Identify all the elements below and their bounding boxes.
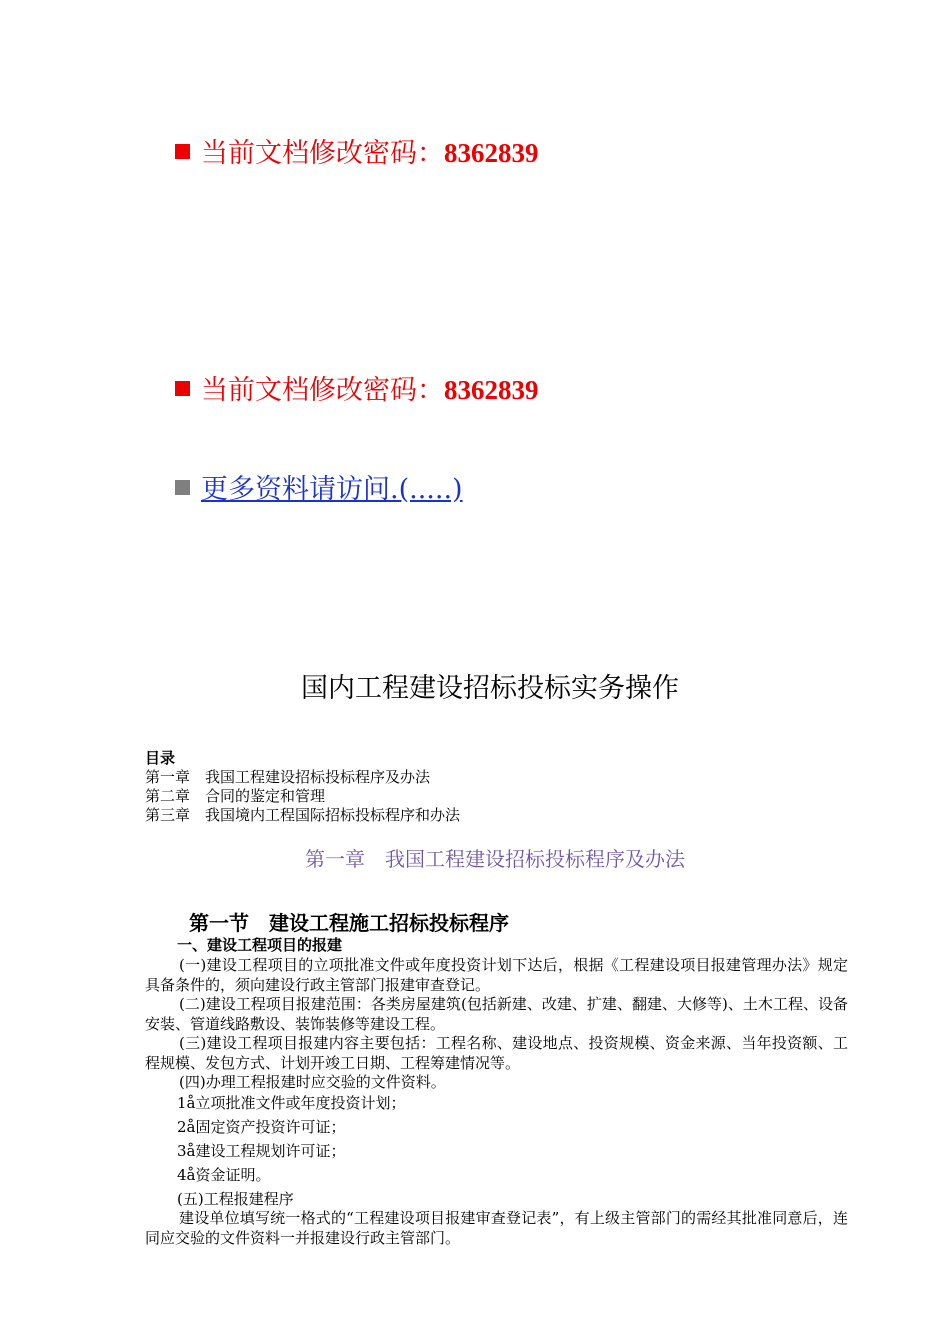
sub-heading: 一、建设工程项目的报建 <box>177 936 343 954</box>
paragraph: (一)建设工程项目的立项批准文件或年度投资计划下达后，根据《工程建设项目报建管理办法》规定具备条件的，须向建设行政主管部门报建审查登记。 <box>145 956 848 994</box>
more-resources-link[interactable]: 更多资料请访问.(.....) <box>201 474 463 505</box>
list-item: 2å固定资产投资许可证； <box>177 1118 346 1136</box>
toc-item: 第一章 我国工程建设招标投标程序及办法 <box>145 768 431 786</box>
toc-heading: 目录 <box>145 749 176 767</box>
document-title: 国内工程建设招标投标实务操作 <box>301 673 679 704</box>
paragraph: (二)建设工程项目报建范围：各类房屋建筑(包括新建、改建、扩建、翻建、大修等)、土木工程、设备安装、管道线路敷设、装饰装修等建设工程。 <box>145 995 848 1033</box>
chapter-title: 第一章 我国工程建设招标投标程序及办法 <box>305 847 685 871</box>
gray-square-icon <box>175 480 190 495</box>
red-square-icon <box>175 381 190 396</box>
subsection-heading: (五)工程报建程序 <box>177 1190 294 1208</box>
list-item: 3å建设工程规划许可证； <box>177 1142 346 1160</box>
red-square-icon <box>175 144 190 159</box>
paragraph: (四)办理工程报建时应交验的文件资料。 <box>179 1073 446 1091</box>
paragraph: (三)建设工程项目报建内容主要包括：工程名称、建设地点、投资规模、资金来源、当年投资额、工程规模、发包方式、计划开竣工日期、工程筹建情况等。 <box>145 1034 848 1072</box>
password-notice-2 <box>175 373 539 408</box>
password-code: 8362839 <box>444 375 539 405</box>
paragraph: 建设单位填写统一格式的“工程建设项目报建审查登记表”，有上级主管部门的需经其批准同意后，连同应交验的文件资料一并报建设行政主管部门。 <box>145 1209 848 1247</box>
toc-item: 第二章 合同的鉴定和管理 <box>145 787 326 805</box>
password-notice-1 <box>175 136 539 171</box>
password-code: 8362839 <box>444 138 539 168</box>
list-item: 1å立项批准文件或年度投资计划； <box>177 1094 406 1112</box>
section-title: 第一节 建设工程施工招标投标程序 <box>189 911 509 935</box>
toc-item: 第三章 我国境内工程国际招标投标程序和办法 <box>145 806 461 824</box>
password-notice-text: 当前文档修改密码： <box>201 375 444 406</box>
list-item: 4å资金证明。 <box>177 1166 271 1184</box>
password-notice-text: 当前文档修改密码： <box>201 138 444 169</box>
more-resources-notice <box>175 473 463 507</box>
